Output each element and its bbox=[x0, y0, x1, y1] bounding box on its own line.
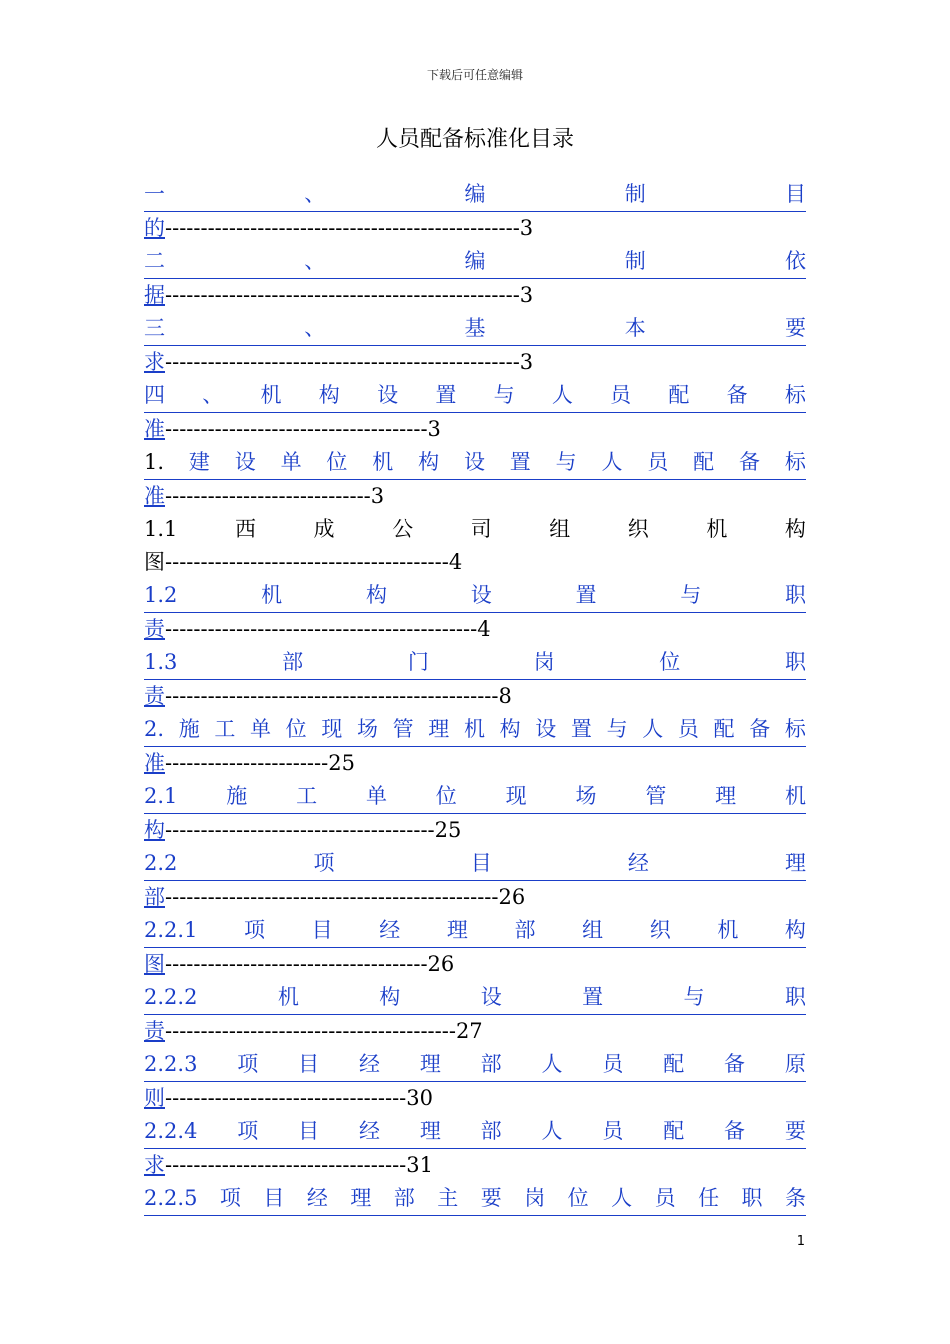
toc-entry-char: 现 bbox=[321, 717, 343, 741]
toc-entry-char: 构 bbox=[379, 985, 401, 1009]
toc-entry-number: 2.2 bbox=[144, 851, 178, 875]
toc-entry-char: 现 bbox=[505, 784, 527, 808]
toc-entry-char: 施 bbox=[226, 784, 248, 808]
toc-entry-char: 职 bbox=[741, 1186, 763, 1210]
toc-entry-char: 、 bbox=[304, 182, 326, 206]
toc-entry-char: 单 bbox=[250, 717, 272, 741]
toc-page-number: 25 bbox=[328, 751, 355, 775]
toc-entry-char: 职 bbox=[784, 985, 806, 1009]
toc-entry-number: 2.1 bbox=[144, 784, 178, 808]
toc-leader-dashes: -------------------------------------------------- bbox=[165, 350, 520, 374]
toc-entry-number: 2.2.4 bbox=[144, 1119, 198, 1143]
table-of-contents bbox=[144, 178, 806, 1216]
toc-entry-char: 备 bbox=[739, 450, 761, 474]
toc-entry-char: 目 bbox=[298, 1052, 320, 1076]
toc-entry-char: 人 bbox=[541, 1052, 563, 1076]
toc-entry-char: 位 bbox=[326, 450, 348, 474]
toc-entry-char: 与 bbox=[493, 383, 515, 407]
toc-leader-dashes: -------------------------------------------- bbox=[165, 617, 478, 641]
toc-entry-char: 经 bbox=[306, 1186, 328, 1210]
toc-entry-char: 位 bbox=[659, 650, 681, 674]
toc-entry-char: 标 bbox=[784, 717, 806, 741]
toc-entry-last-char: 准 bbox=[144, 751, 165, 775]
toc-entry-char: 构 bbox=[784, 918, 806, 942]
toc-entry-last-char: 则 bbox=[144, 1086, 165, 1110]
toc-entry-char: 基 bbox=[464, 316, 486, 340]
toc-entry-char: 三 bbox=[144, 316, 165, 340]
toc-entry-char: 配 bbox=[668, 383, 690, 407]
toc-entry-char: 人 bbox=[551, 383, 573, 407]
toc-entry-char: 设 bbox=[463, 450, 485, 474]
toc-entry-char: 员 bbox=[677, 717, 699, 741]
toc-leader-dashes: ----------------------- bbox=[165, 751, 329, 775]
toc-entry-char: 原 bbox=[784, 1052, 806, 1076]
toc-entry-char: 经 bbox=[358, 1052, 380, 1076]
toc-entry-number: 2.2.5 bbox=[144, 1186, 198, 1210]
toc-leader-dashes: -------------------------------------- bbox=[165, 818, 435, 842]
toc-entry-char: 依 bbox=[785, 249, 806, 273]
toc-entry-char: 场 bbox=[356, 717, 378, 741]
toc-entry[interactable] bbox=[144, 713, 806, 780]
toc-entry-char: 经 bbox=[358, 1119, 380, 1143]
toc-entry-char: 本 bbox=[624, 316, 646, 340]
toc-entry-last-char: 部 bbox=[144, 885, 165, 909]
toc-entry-char: 与 bbox=[606, 717, 628, 741]
toc-leader-dashes: ----------------------------------------------- bbox=[165, 684, 499, 708]
toc-leader-dashes: ------------------------------------- bbox=[165, 952, 428, 976]
toc-entry[interactable] bbox=[144, 981, 806, 1048]
toc-entry-number: 2.2.1 bbox=[144, 918, 198, 942]
toc-entry-char: 部 bbox=[514, 918, 536, 942]
toc-entry-number: 1.1 bbox=[144, 517, 178, 541]
toc-entry-char: 项 bbox=[237, 1119, 259, 1143]
toc-entry-char: 位 bbox=[435, 784, 457, 808]
toc-entry[interactable] bbox=[144, 245, 806, 312]
toc-entry-char: 机 bbox=[277, 985, 299, 1009]
toc-entry-char: 管 bbox=[645, 784, 667, 808]
toc-entry-char: 部 bbox=[480, 1119, 502, 1143]
toc-entry-char: 西 bbox=[234, 517, 256, 541]
toc-page-number: 31 bbox=[406, 1153, 433, 1177]
toc-entry-char: 门 bbox=[407, 650, 429, 674]
toc-entry-number: 2.2.2 bbox=[144, 985, 198, 1009]
toc-leader-dashes: ---------------------------------- bbox=[165, 1153, 407, 1177]
toc-entry-char: 置 bbox=[582, 985, 604, 1009]
page-title: 人员配备标准化目录 bbox=[375, 127, 574, 152]
toc-entry-char: 人 bbox=[611, 1186, 633, 1210]
toc-entry-number: 2. bbox=[144, 717, 165, 741]
toc-entry-char: 理 bbox=[784, 851, 806, 875]
toc-entry-char: 单 bbox=[365, 784, 387, 808]
toc-entry[interactable] bbox=[144, 646, 806, 713]
toc-leader-dashes: -------------------------------------------------- bbox=[165, 283, 520, 307]
toc-entry-char: 编 bbox=[464, 249, 486, 273]
toc-entry-char: 理 bbox=[715, 784, 737, 808]
toc-entry-char: 员 bbox=[647, 450, 669, 474]
toc-entry-char: 一 bbox=[144, 182, 165, 206]
toc-entry-char: 要 bbox=[784, 1119, 806, 1143]
toc-entry-char: 机 bbox=[717, 918, 739, 942]
toc-entry[interactable] bbox=[144, 914, 806, 981]
toc-entry-char: 与 bbox=[555, 450, 577, 474]
toc-entry-char: 工 bbox=[296, 784, 318, 808]
toc-entry-char: 理 bbox=[419, 1119, 441, 1143]
toc-entry-char: 织 bbox=[627, 517, 649, 541]
toc-entry-char: 标 bbox=[784, 450, 806, 474]
toc-entry-char: 机 bbox=[372, 450, 394, 474]
toc-entry-char: 目 bbox=[311, 918, 333, 942]
toc-entry-char: 组 bbox=[582, 918, 604, 942]
toc-entry-char: 设 bbox=[470, 583, 492, 607]
toc-entry-char: 制 bbox=[624, 249, 646, 273]
toc-leader-dashes: ------------------------------------- bbox=[165, 417, 428, 441]
toc-page-number: 3 bbox=[519, 283, 534, 307]
toc-entry-char: 构 bbox=[365, 583, 387, 607]
toc-entry[interactable] bbox=[144, 1048, 806, 1115]
toc-entry-char: 成 bbox=[313, 517, 335, 541]
toc-entry-char: 理 bbox=[428, 717, 450, 741]
toc-entry-char: 机 bbox=[785, 784, 806, 808]
toc-entry-char: 组 bbox=[549, 517, 571, 541]
toc-entry[interactable] bbox=[144, 446, 806, 513]
toc-entry-char: 理 bbox=[350, 1186, 372, 1210]
toc-entry-char: 设 bbox=[377, 383, 399, 407]
toc-entry-char: 备 bbox=[724, 1052, 746, 1076]
toc-entry[interactable] bbox=[144, 312, 806, 379]
toc-entry-char: 条 bbox=[785, 1186, 806, 1210]
toc-entry-char: 构 bbox=[318, 383, 340, 407]
toc-leader-dashes: ----------------------------------------- bbox=[165, 1019, 456, 1043]
toc-entry-char: 编 bbox=[464, 182, 486, 206]
toc-entry-char: 设 bbox=[234, 450, 256, 474]
toc-entry-char: 员 bbox=[602, 1119, 624, 1143]
toc-entry-char: 、 bbox=[304, 249, 326, 273]
toc-entry-char: 备 bbox=[724, 1119, 746, 1143]
toc-entry[interactable] bbox=[144, 579, 806, 646]
toc-entry-number: 2.2.3 bbox=[144, 1052, 198, 1076]
toc-entry-last-char: 准 bbox=[144, 417, 165, 441]
toc-entry-char: 单 bbox=[280, 450, 302, 474]
toc-entry-char: 织 bbox=[649, 918, 671, 942]
toc-entry-char: 、 bbox=[304, 316, 326, 340]
toc-entry-char: 项 bbox=[219, 1186, 241, 1210]
toc-entry[interactable] bbox=[144, 1115, 806, 1182]
toc-leader-dashes: ---------------------------------------- bbox=[165, 550, 449, 574]
toc-entry-char: 经 bbox=[379, 918, 401, 942]
toc-entry-char: 工 bbox=[214, 717, 236, 741]
toc-entry-char: 职 bbox=[785, 583, 806, 607]
toc-entry-char: 经 bbox=[627, 851, 649, 875]
toc-entry-number: 1. bbox=[144, 450, 165, 474]
toc-entry-last-char: 构 bbox=[144, 818, 165, 842]
toc-entry-char: 场 bbox=[575, 784, 597, 808]
toc-page-number: 3 bbox=[370, 484, 385, 508]
toc-entry-last-char: 求 bbox=[144, 1153, 165, 1177]
toc-entry-last-char: 求 bbox=[144, 350, 165, 374]
toc-page-number: 26 bbox=[427, 952, 455, 976]
toc-entry-char: 配 bbox=[663, 1052, 685, 1076]
toc-entry-last-char: 责 bbox=[144, 617, 165, 641]
toc-page-number: 4 bbox=[477, 617, 491, 641]
toc-entry-char: 人 bbox=[601, 450, 623, 474]
toc-leader-dashes: ----------------------------- bbox=[165, 484, 371, 508]
toc-entry-char: 项 bbox=[313, 851, 335, 875]
toc-entry-char: 建 bbox=[188, 450, 210, 474]
toc-entry-char: 目 bbox=[263, 1186, 285, 1210]
toc-entry-char: 职 bbox=[785, 650, 806, 674]
page-number: 1 bbox=[796, 1234, 805, 1249]
toc-entry-char: 构 bbox=[418, 450, 440, 474]
toc-page-number: 30 bbox=[406, 1086, 433, 1110]
toc-entry-char: 人 bbox=[541, 1119, 563, 1143]
toc-entry-char: 、 bbox=[202, 383, 224, 407]
page-header: 下载后可任意编辑 bbox=[426, 68, 523, 82]
toc-entry-char: 员 bbox=[654, 1186, 676, 1210]
toc-entry-char: 机 bbox=[261, 583, 283, 607]
toc-entry-char: 配 bbox=[663, 1119, 685, 1143]
toc-entry-char: 目 bbox=[785, 182, 806, 206]
toc-entry-char: 要 bbox=[480, 1186, 502, 1210]
toc-entry-char: 二 bbox=[144, 249, 165, 273]
toc-entry-char: 要 bbox=[785, 316, 806, 340]
toc-entry-char: 配 bbox=[693, 450, 715, 474]
toc-entry-char: 机 bbox=[706, 517, 728, 541]
toc-entry-char: 理 bbox=[419, 1052, 441, 1076]
toc-page-number: 3 bbox=[427, 417, 441, 441]
toc-entry-char: 构 bbox=[499, 717, 521, 741]
toc-entry-char: 制 bbox=[624, 182, 646, 206]
toc-entry-char: 位 bbox=[567, 1186, 589, 1210]
toc-entry-char: 置 bbox=[570, 717, 592, 741]
toc-entry-number: 1.3 bbox=[144, 650, 178, 674]
toc-entry-char: 部 bbox=[480, 1052, 502, 1076]
toc-entry-char: 位 bbox=[285, 717, 307, 741]
toc-page-number: 4 bbox=[448, 550, 463, 574]
toc-entry-last-char: 图 bbox=[144, 952, 165, 976]
toc-entry-char: 部 bbox=[282, 650, 304, 674]
toc-entry-char: 设 bbox=[535, 717, 557, 741]
toc-leader-dashes: -------------------------------------------------- bbox=[165, 216, 520, 240]
toc-entry-char: 管 bbox=[392, 717, 414, 741]
toc-entry-char: 岗 bbox=[533, 650, 555, 674]
toc-entry-char: 司 bbox=[470, 517, 492, 541]
toc-entry-last-char: 责 bbox=[144, 1019, 165, 1043]
toc-entry[interactable] bbox=[144, 513, 806, 579]
toc-entry-char: 机 bbox=[260, 383, 282, 407]
toc-entry-number: 1.2 bbox=[144, 583, 178, 607]
toc-entry-char: 配 bbox=[713, 717, 735, 741]
toc-entry-char: 备 bbox=[749, 717, 771, 741]
toc-entry-char: 置 bbox=[435, 383, 457, 407]
toc-entry-last-char: 图 bbox=[144, 550, 165, 574]
toc-entry-char: 置 bbox=[575, 583, 597, 607]
toc-entry-last-char: 据 bbox=[144, 283, 165, 307]
toc-entry-char: 机 bbox=[463, 717, 485, 741]
toc-entry-char: 员 bbox=[610, 383, 632, 407]
toc-entry-char: 备 bbox=[726, 383, 748, 407]
toc-entry-char: 主 bbox=[437, 1186, 459, 1210]
toc-entry-char: 项 bbox=[237, 1052, 259, 1076]
toc-entry[interactable] bbox=[144, 847, 806, 914]
toc-leader-dashes: ----------------------------------------------- bbox=[165, 885, 499, 909]
toc-entry[interactable] bbox=[144, 1182, 806, 1216]
toc-entry-last-char: 责 bbox=[144, 684, 165, 708]
toc-entry-char: 项 bbox=[244, 918, 266, 942]
toc-entry-char: 置 bbox=[509, 450, 531, 474]
toc-entry-char: 设 bbox=[480, 985, 502, 1009]
toc-entry-char: 理 bbox=[446, 918, 468, 942]
toc-page-number: 8 bbox=[498, 684, 512, 708]
toc-entry-char: 与 bbox=[683, 985, 705, 1009]
toc-page-number: 27 bbox=[455, 1019, 483, 1043]
toc-entry[interactable] bbox=[144, 178, 806, 245]
toc-entry-char: 岗 bbox=[524, 1186, 546, 1210]
toc-entry-char: 人 bbox=[642, 717, 664, 741]
toc-entry-char: 任 bbox=[698, 1186, 720, 1210]
toc-entry[interactable] bbox=[144, 379, 806, 446]
toc-entry-char: 四 bbox=[144, 383, 165, 407]
toc-leader-dashes: ---------------------------------- bbox=[165, 1086, 407, 1110]
toc-entry-char: 员 bbox=[602, 1052, 624, 1076]
toc-entry-char: 目 bbox=[298, 1119, 320, 1143]
toc-entry-char: 施 bbox=[178, 717, 200, 741]
toc-page-number: 26 bbox=[498, 885, 526, 909]
toc-entry-char: 与 bbox=[680, 583, 702, 607]
toc-entry-char: 标 bbox=[784, 383, 806, 407]
toc-page-number: 25 bbox=[434, 818, 462, 842]
toc-entry-char: 部 bbox=[393, 1186, 415, 1210]
toc-entry-last-char: 准 bbox=[144, 484, 165, 508]
toc-entry-char: 公 bbox=[392, 517, 414, 541]
toc-entry[interactable] bbox=[144, 780, 806, 847]
toc-entry-char: 构 bbox=[784, 517, 806, 541]
toc-page-number: 3 bbox=[519, 350, 534, 374]
toc-page-number: 3 bbox=[519, 216, 534, 240]
toc-entry-last-char: 的 bbox=[144, 216, 165, 240]
toc-entry-char: 目 bbox=[470, 851, 492, 875]
